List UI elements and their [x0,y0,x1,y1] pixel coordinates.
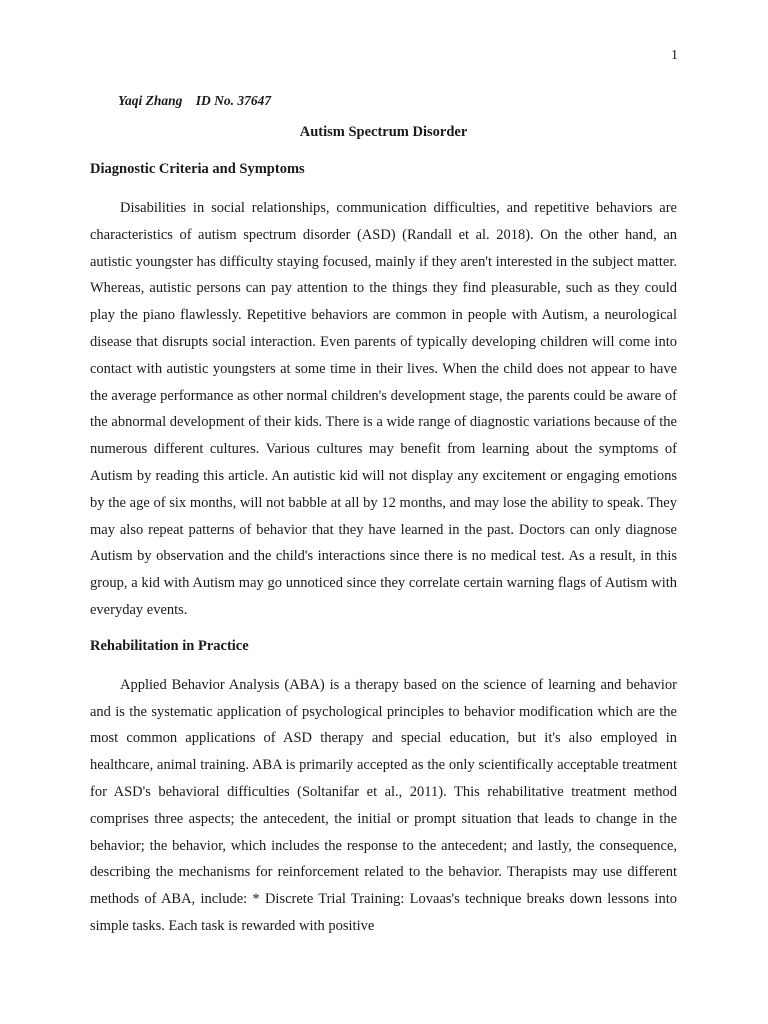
section-paragraph-rehabilitation: Applied Behavior Analysis (ABA) is a therapy based on the science of learning and behavior and is the systematic application of psychological principles to behavior modification which are the most common applications of ASD therapy and special education, but it's also employed in healthcare, animal training. ABA is primarily accepted as the only scientifically acceptable treatment for ASD's behavioral difficulties (Soltanifar et al., 2011). This rehabilitative treatment method comprises three aspects; the antecedent, the initial or prompt situation that leads to change in the behavior; the behavior, which includes the response to the antecedent; and lastly, the consequence, describing the mechanisms for reinforcement related to the behavior. Therapists may use different methods of ABA, include: * Discrete Trial Training: Lovaas's technique breaks down lessons into simple tasks. Each task is rewarded with positive [90,676,677,934]
section-heading-rehabilitation: Rehabilitation in Practice [90,637,249,654]
document-body [90,92,677,952]
student-id: ID No. 37647 [195,93,272,108]
section-heading-diagnostic: Diagnostic Criteria and Symptoms [90,161,305,177]
author-name: Yaqi Zhang [118,93,183,108]
page-number: 1 [671,48,678,63]
document-title: Autism Spectrum Disorder [299,124,468,140]
section-paragraph-diagnostic: Disabilities in social relationships, communication difficulties, and repetitive behaviors are characteristics of autism spectrum disorder (ASD) (Randall et al. 2018). On the other hand, an autistic youngster has difficulty staying focused, mainly if they aren't interested in the subject matter. Whereas, autistic persons can pay attention to the things they find pleasurable, such as they could play the piano flawlessly. Repetitive behaviors are common in people with Autism, a neurological disease that disrupts social interaction. Even parents of typically developing children will come into contact with autistic youngsters at some time in their lives. When the child does not appear to have the average performance as other normal children's development stage, the parents could be aware of the abnormal development of their kids. There is a wide range of diagnostic variations because of the numerous different cultures. Various cultures may benefit from learning about the symptoms of Autism by reading this article. An autistic kid will not display any excitement or engaging emotions by the age of six months, will not babble at all by 12 months, and may lose the ability to speak. They may also repeat patterns of behavior that they have learned in the past. Doctors can only diagnose Autism by observation and the child's interactions since there is no medical test. As a result, in this group, a kid with Autism may go unnoticed since they correlate certain warning flags of Autism with everyday events. [90,200,677,618]
author-line [118,92,677,110]
